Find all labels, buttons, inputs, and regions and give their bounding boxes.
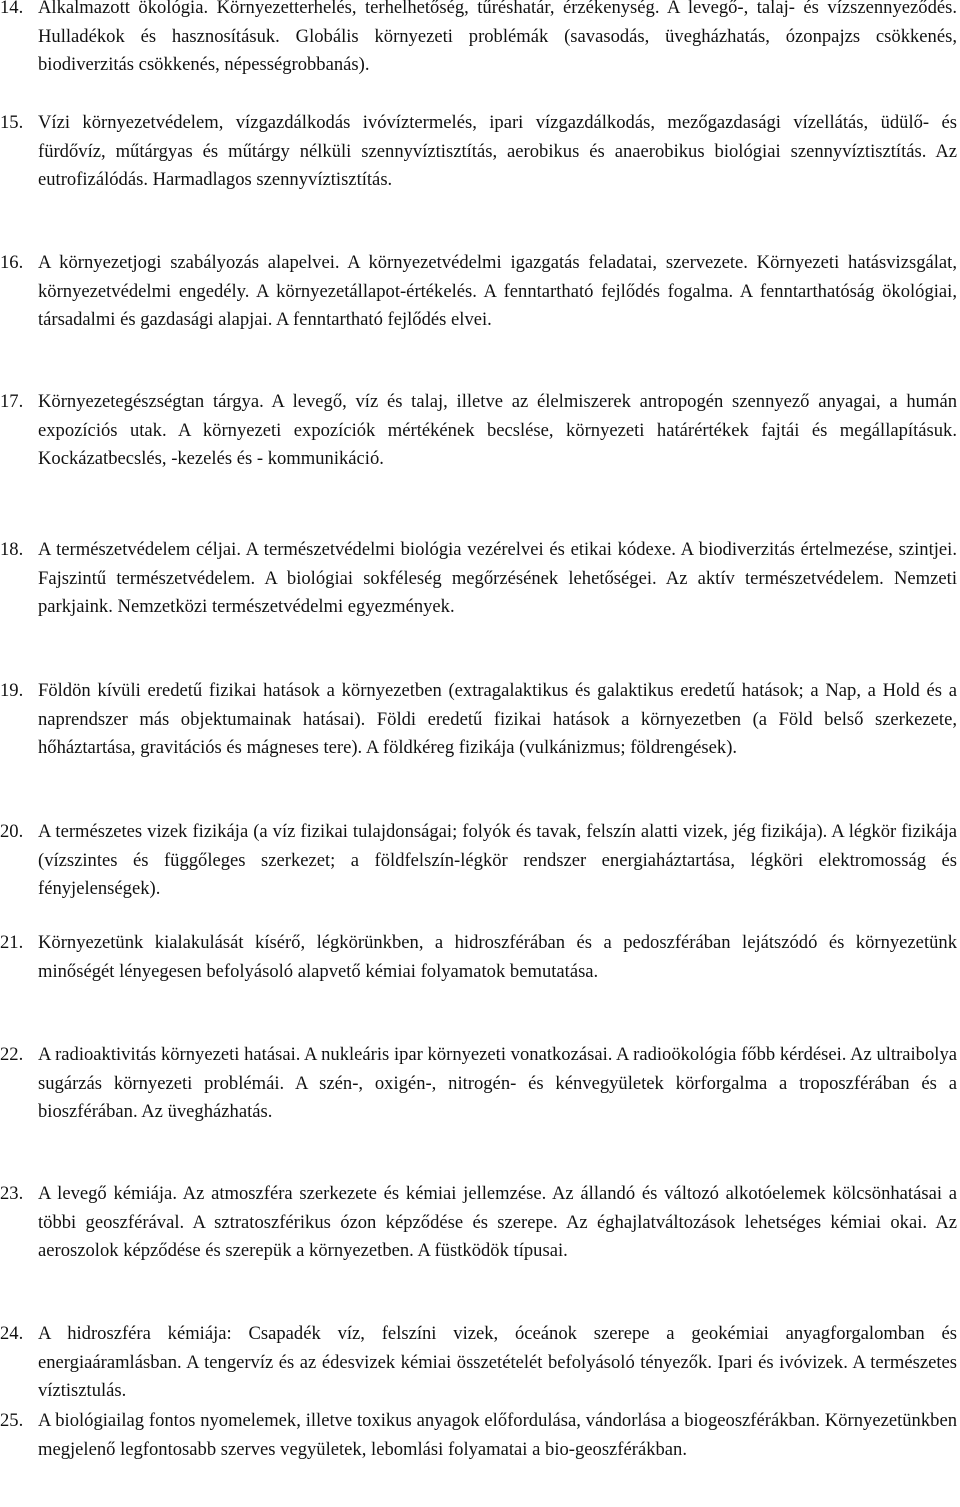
- list-item: [0, 1407, 957, 1464]
- item-number: 22.: [0, 1044, 24, 1065]
- list-item: [0, 109, 957, 195]
- item-number: 20.: [0, 821, 24, 842]
- item-number: 21.: [0, 932, 24, 953]
- list-item: [0, 1320, 957, 1406]
- item-text: A levegő kémiája. Az atmoszféra szerkezete és kémiai jellemzése. Az állandó és változó alkotóelemek kölcsönhatásai a többi geoszférával. A sztratoszférikus ózon képződése és szerepe. Az éghajlatváltozások lehetséges kémiai okai. Az aeroszolok képződése és szerepük a környezetben. A füstködök típusai.: [38, 1183, 957, 1261]
- item-number: 24.: [0, 1323, 24, 1344]
- list-item: [0, 1041, 957, 1127]
- item-number: 16.: [0, 252, 24, 273]
- item-number: 25.: [0, 1410, 24, 1431]
- item-text: Környezetegészségtan tárgya. A levegő, víz és talaj, illetve az élelmiszerek antropogén szennyező anyagai, a humán expozíciós utak. A környezeti expozíciók mértékének becslése, környezeti határértékek fajtái és megállapításuk. Kockázatbecslés, -kezelés és - kommunikáció.: [38, 391, 957, 469]
- item-number: 19.: [0, 680, 24, 701]
- item-number: 14.: [0, 0, 24, 18]
- list-item: [0, 1180, 957, 1266]
- list-item: [0, 536, 957, 622]
- list-item: [0, 249, 957, 335]
- item-text: Földön kívüli eredetű fizikai hatások a környezetben (extragalaktikus és galaktikus eredetű hatások; a Nap, a Hold és a naprendszer más objektumainak hatásai). Földi eredetű fizikai hatások a környezetben (a Föld belső szerkezete, hőháztartása, gravitációs és mágneses tere). A földkéreg fizikája (vulkánizmus; földrengések).: [38, 680, 957, 758]
- list-item: [0, 677, 957, 763]
- item-text: Környezetünk kialakulását kísérő, légkörünkben, a hidroszférában és a pedoszférában lejátszódó és környezetünk minőségét lényegesen befolyásoló alapvető kémiai folyamatok bemutatása.: [38, 932, 957, 982]
- item-number: 23.: [0, 1183, 24, 1204]
- item-number: 17.: [0, 391, 24, 412]
- list-item: [0, 818, 957, 904]
- item-text: A természetes vizek fizikája (a víz fizikai tulajdonságai; folyók és tavak, felszín alatti vizek, jég fizikája). A légkör fizikája (vízszintes és függőleges szerkezet; a földfelszín-légkör rendszer energiaháztartása, légköri elektromosság és fényjelenségek).: [38, 821, 957, 899]
- item-text: A természetvédelem céljai. A természetvédelmi biológia vezérelvei és etikai kódexe. A biodiverzitás értelmezése, szintjei. Fajszintű természetvédelem. A biológiai sokféleség megőrzésének lehetőségei. Az aktív természetvédelem. Nemzeti parkjaink. Nemzetközi természetvédelmi egyezmények.: [38, 539, 957, 617]
- item-text: A hidroszféra kémiája: Csapadék víz, felszíni vizek, óceánok szerepe a geokémiai anyagforgalomban és energiaáramlásban. A tengervíz és az édesvizek kémiai összetételét befolyásoló tényezők. Ipari és ivóvizek. A természetes víztisztulás.: [38, 1323, 957, 1401]
- item-number: 15.: [0, 112, 24, 133]
- list-item: [0, 388, 957, 474]
- list-item: [0, 929, 957, 986]
- item-number: 18.: [0, 539, 24, 560]
- item-text: Alkalmazott ökológia. Környezetterhelés, terhelhetőség, tűréshatár, érzékenység. A levegő-, talaj- és vízszennyeződés. Hulladékok és hasznosításuk. Globális környezeti problémák (savasodás, üvegházhatás, ózonpajzs csökkenés, biodiverzitás csökkenés, népességrobbanás).: [38, 0, 957, 75]
- item-text: A környezetjogi szabályozás alapelvei. A környezetvédelmi igazgatás feladatai, szervezete. Környezeti hatásvizsgálat, környezetvédelmi engedély. A környezetállapot-értékelés. A fenntartható fejlődés fogalma. A fenntarthatóság ökológiai, társadalmi és gazdasági alapjai. A fenntartható fejlődés elvei.: [38, 252, 957, 330]
- item-text: Vízi környezetvédelem, vízgazdálkodás ivóvíztermelés, ipari vízgazdálkodás, mezőgazdasági vízellátás, üdülő- és fürdővíz, műtárgyas és műtárgy nélküli szennyvíztisztítás, aerobikus és anaerobikus biológiai szennyvíztisztítás. Az eutrofizálódás. Harmadlagos szennyvíztisztítás.: [38, 112, 957, 190]
- item-text: A radioaktivitás környezeti hatásai. A nukleáris ipar környezeti vonatkozásai. A radioökológia főbb kérdései. Az ultraibolya sugárzás környezeti problémái. A szén-, oxigén-, nitrogén- és kénvegyületek körforgalma a troposzférában és a bioszférában. Az üvegházhatás.: [38, 1044, 957, 1122]
- item-text: A biológiailag fontos nyomelemek, illetve toxikus anyagok előfordulása, vándorlása a biogeoszférákban. Környezetünkben megjelenő legfontosabb szerves vegyületek, lebomlási folyamatai a bio-geoszférákban.: [38, 1410, 957, 1460]
- list-item: [0, 0, 957, 80]
